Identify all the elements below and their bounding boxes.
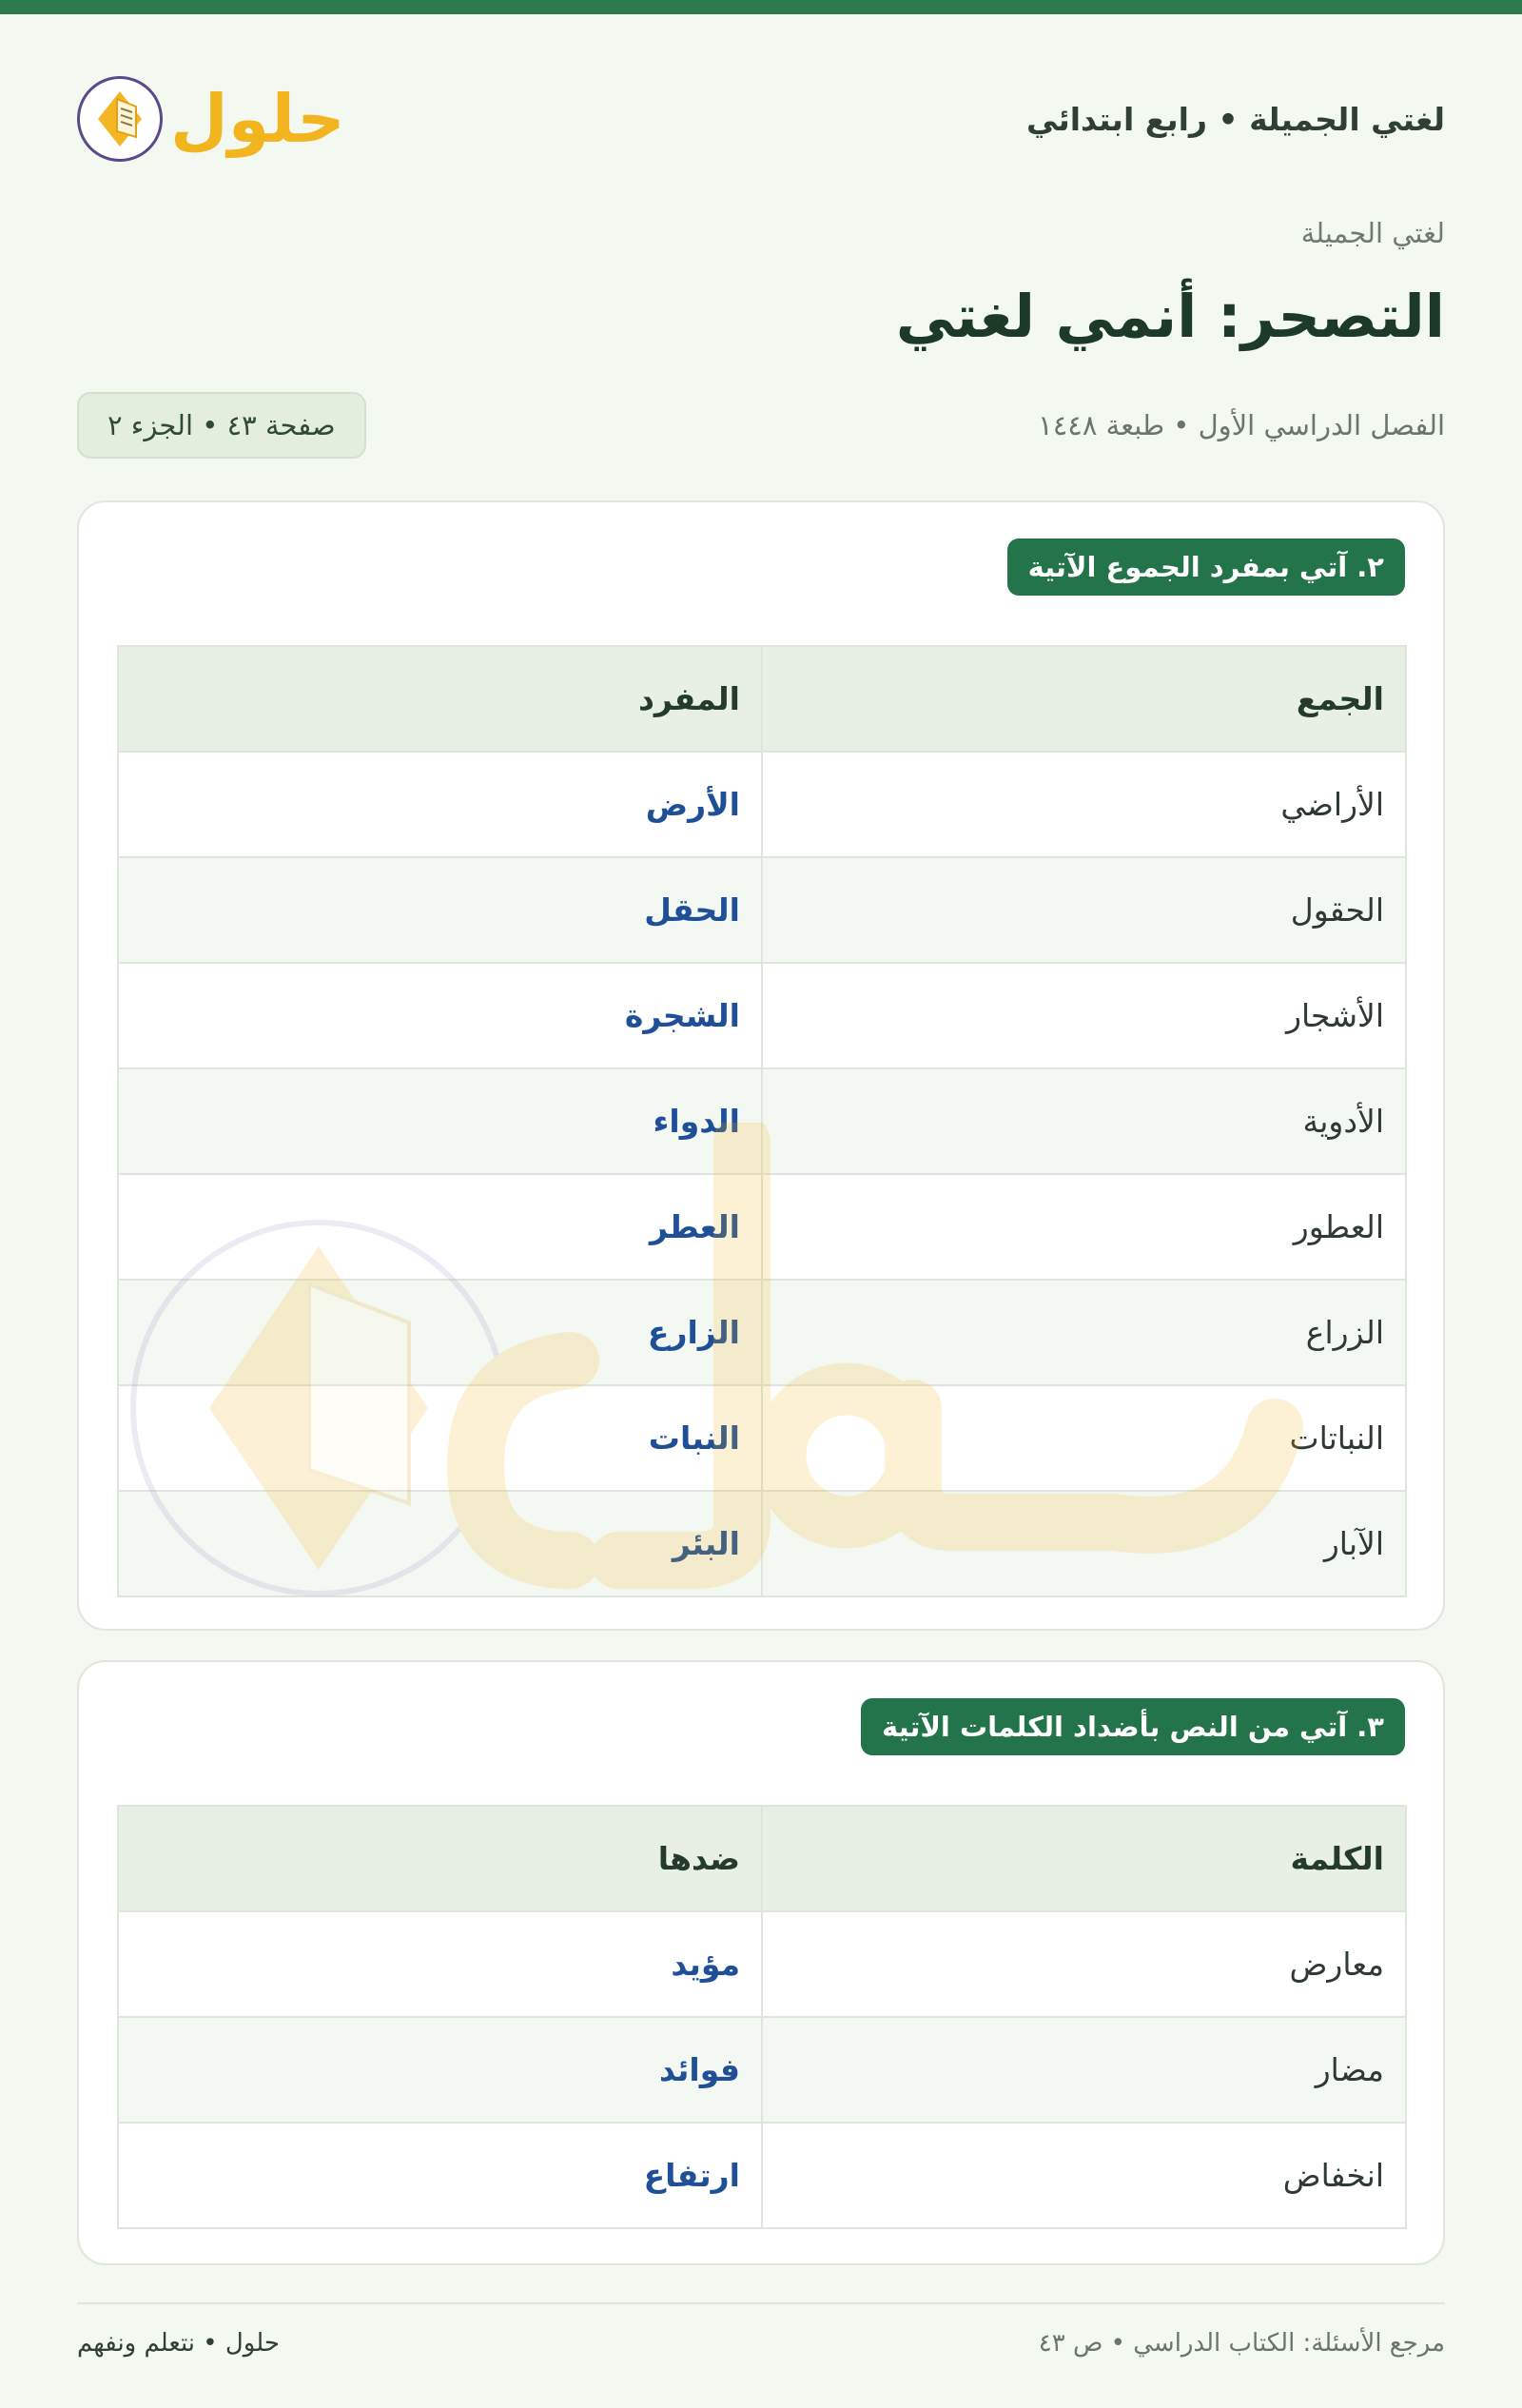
antonym-answer-cell: مؤيد	[118, 1911, 762, 2017]
page-title: التصحر: أنمي لغتي	[895, 282, 1445, 351]
singular-answer-cell: النبات	[118, 1385, 762, 1491]
page-header	[77, 57, 1445, 181]
column-header-word: الكلمة	[762, 1806, 1406, 1911]
table-row	[118, 2123, 1406, 2228]
antonym-answer-cell: ارتفاع	[118, 2123, 762, 2228]
page-footer	[77, 2329, 1445, 2358]
table-row	[118, 1068, 1406, 1174]
semester-edition: الفصل الدراسي الأول • طبعة ١٤٤٨	[1038, 409, 1445, 441]
lesson-meta-row	[77, 392, 1445, 459]
singular-answer-cell: الحقل	[118, 857, 762, 963]
column-header-antonym: ضدها	[118, 1806, 762, 1911]
antonyms-table	[117, 1805, 1407, 2229]
column-header-singular: المفرد	[118, 646, 762, 752]
site-logo[interactable]	[77, 76, 345, 162]
table-row	[118, 963, 1406, 1068]
singular-answer-cell: الزارع	[118, 1280, 762, 1385]
table-row	[118, 1911, 1406, 2017]
table-row	[118, 2017, 1406, 2123]
questions-reference: مرجع الأسئلة: الكتاب الدراسي • ص ٤٣	[1038, 2329, 1445, 2358]
table-header-row	[118, 646, 1406, 752]
table-row	[118, 1174, 1406, 1280]
singular-answer-cell: الدواء	[118, 1068, 762, 1174]
plural-cell: الزراع	[762, 1280, 1406, 1385]
footer-divider	[77, 2302, 1445, 2304]
singular-answer-cell: الشجرة	[118, 963, 762, 1068]
table-row	[118, 1280, 1406, 1385]
table-row	[118, 857, 1406, 963]
plural-cell: النباتات	[762, 1385, 1406, 1491]
table-header-row	[118, 1806, 1406, 1911]
singular-answer-cell: البئر	[118, 1491, 762, 1596]
plural-cell: الأشجار	[762, 963, 1406, 1068]
footer-brand: حلول • نتعلم ونفهم	[77, 2329, 280, 2358]
antonym-answer-cell: فوائد	[118, 2017, 762, 2123]
question-3-card	[77, 1660, 1445, 2265]
top-accent-bar	[0, 0, 1522, 14]
singulars-table	[117, 645, 1407, 1597]
plural-cell: الحقول	[762, 857, 1406, 963]
plural-cell: الأدوية	[762, 1068, 1406, 1174]
singular-answer-cell: العطر	[118, 1174, 762, 1280]
question-2-label: ٢. آتي بمفرد الجموع الآتية	[1007, 538, 1405, 596]
book-logo-icon	[77, 76, 163, 162]
column-header-plural: الجمع	[762, 646, 1406, 752]
table-row	[118, 752, 1406, 857]
table-row	[118, 1385, 1406, 1491]
subject-label: لغتي الجميلة	[1300, 217, 1445, 249]
word-cell: انخفاض	[762, 2123, 1406, 2228]
word-cell: معارض	[762, 1911, 1406, 2017]
singular-answer-cell: الأرض	[118, 752, 762, 857]
question-3-label: ٣. آتي من النص بأضداد الكلمات الآتية	[861, 1698, 1405, 1755]
plural-cell: الأراضي	[762, 752, 1406, 857]
page-reference-badge: صفحة ٤٣ • الجزء ٢	[77, 392, 366, 459]
question-2-card	[77, 500, 1445, 1631]
plural-cell: الآبار	[762, 1491, 1406, 1596]
plural-cell: العطور	[762, 1174, 1406, 1280]
series-title: لغتي الجميلة • رابع ابتدائي	[1025, 100, 1445, 138]
table-row	[118, 1491, 1406, 1596]
logo-wordmark: حلول	[170, 80, 345, 158]
word-cell: مضار	[762, 2017, 1406, 2123]
